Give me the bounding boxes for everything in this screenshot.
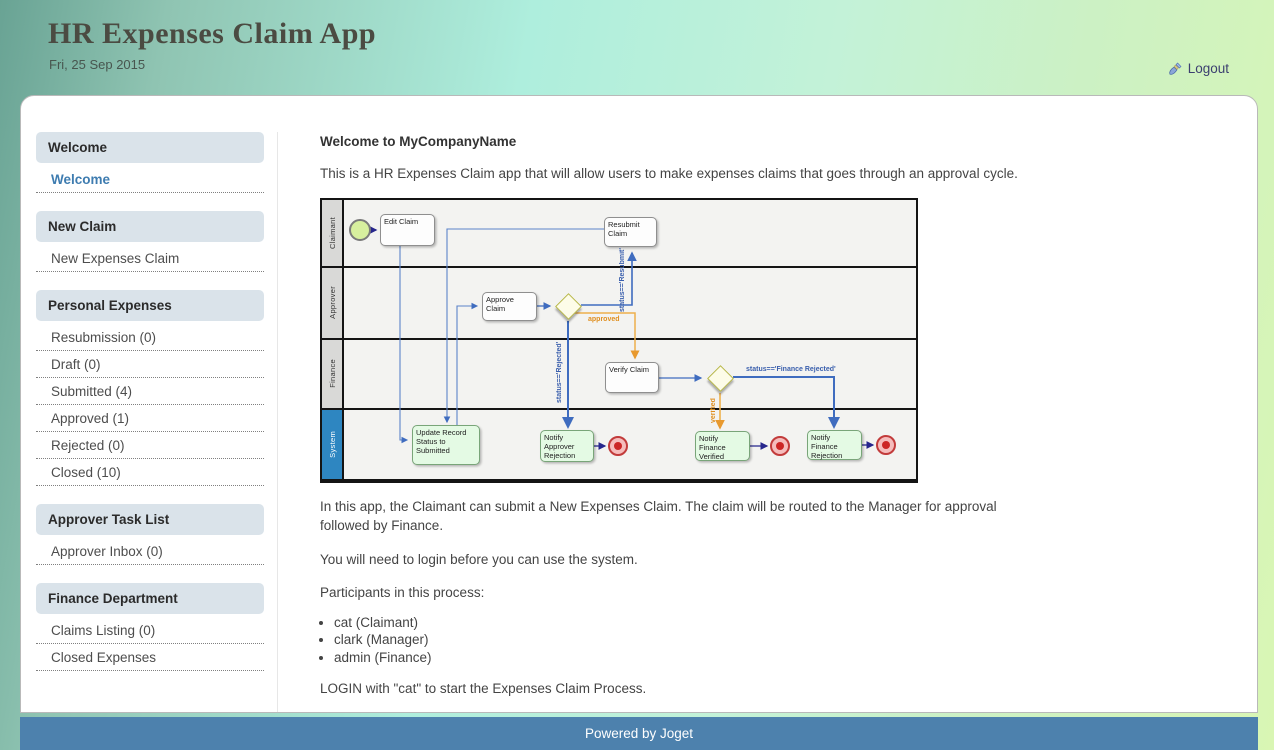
sidebar-header-welcome: Welcome — [36, 132, 264, 163]
condition-rejected: status=='Rejected' — [556, 340, 563, 403]
logout-link[interactable] — [1168, 61, 1229, 76]
task-verify-claim: Verify Claim — [605, 362, 659, 393]
content-card — [20, 95, 1258, 713]
participants-list — [334, 615, 1038, 666]
sidebar-item-submitted[interactable]: Submitted (4) — [36, 378, 264, 405]
condition-approved: approved — [588, 315, 620, 323]
sidebar-item-draft[interactable]: Draft (0) — [36, 351, 264, 378]
sidebar-item-closed-expenses[interactable]: Closed Expenses — [36, 644, 264, 671]
task-notify-approver-rejection: Notify Approver Rejection — [540, 430, 594, 462]
sidebar-item-approver-inbox[interactable]: Approver Inbox (0) — [36, 538, 264, 565]
sidebar-item-closed[interactable]: Closed (10) — [36, 459, 264, 486]
participant-manager: • clark (Manager) — [334, 632, 1038, 648]
condition-finance-rejected: status=='Finance Rejected' — [746, 365, 836, 373]
sidebar — [36, 132, 278, 712]
participant-finance: • admin (Finance) — [334, 650, 1038, 666]
condition-verified: verified — [710, 398, 717, 424]
sidebar-item-approved[interactable]: Approved (1) — [36, 405, 264, 432]
task-approve-claim: Approve Claim — [482, 292, 537, 321]
routing-paragraph: In this app, the Claimant can submit a New Expenses Claim. The claim will be routed to the Manager for approval followed by Finance. — [320, 498, 997, 534]
sidebar-header-new-claim: New Claim — [36, 211, 264, 242]
sidebar-section-new-claim — [36, 211, 264, 272]
lane-label-finance: Finance — [322, 340, 344, 408]
sidebar-section-finance-department — [36, 583, 264, 671]
sidebar-section-personal-expenses — [36, 290, 264, 486]
sidebar-item-claims-listing[interactable]: Claims Listing (0) — [36, 617, 264, 644]
end-event-finance-rejection — [876, 435, 896, 455]
task-notify-finance-rejection: Notify Finance Rejection — [807, 430, 862, 460]
footer-bar — [20, 717, 1258, 750]
logout-label: Logout — [1187, 61, 1229, 76]
sidebar-header-finance-department: Finance Department — [36, 583, 264, 614]
sidebar-section-welcome — [36, 132, 264, 193]
participants-heading: Participants in this process: — [320, 585, 485, 601]
task-update-record-status: Update Record Status to Submitted — [412, 425, 480, 465]
condition-resubmit: status=='Resubmit' — [619, 247, 626, 312]
task-resubmit-claim: Resubmit Claim — [604, 217, 657, 247]
sidebar-item-resubmission[interactable]: Resubmission (0) — [36, 324, 264, 351]
lane-label-system: System — [322, 410, 344, 479]
sidebar-header-approver-task-list: Approver Task List — [36, 504, 264, 535]
lane-label-approver: Approver — [322, 268, 344, 338]
pen-logout-icon — [1168, 61, 1183, 76]
lane-label-claimant: Claimant — [322, 200, 344, 266]
end-event-finance-verified — [770, 436, 790, 456]
task-edit-claim: Edit Claim — [380, 214, 435, 246]
sidebar-item-new-expenses-claim[interactable]: New Expenses Claim — [36, 245, 264, 272]
intro-paragraph: This is a HR Expenses Claim app that will allow users to make expenses claims that goes through an approval cycle. — [320, 166, 1018, 181]
login-paragraph: You will need to login before you can use the system. — [320, 551, 638, 567]
start-paragraph: LOGIN with "cat" to start the Expenses Claim Process. — [320, 681, 647, 697]
participant-claimant: • cat (Claimant) — [334, 615, 1038, 631]
sidebar-section-approver-task-list — [36, 504, 264, 565]
sidebar-item-welcome[interactable]: Welcome — [36, 166, 264, 193]
header-date: Fri, 25 Sep 2015 — [49, 57, 146, 72]
process-diagram — [320, 198, 918, 483]
start-event — [349, 219, 371, 241]
page-title: HR Expenses Claim App — [48, 17, 377, 50]
main-content — [278, 132, 1038, 712]
end-event-approver-rejection — [608, 436, 628, 456]
footer-text: Powered by Joget — [584, 726, 694, 741]
welcome-heading: Welcome to MyCompanyName — [320, 134, 517, 149]
sidebar-header-personal-expenses: Personal Expenses — [36, 290, 264, 321]
task-notify-finance-verified: Notify Finance Verified — [695, 431, 750, 461]
sidebar-item-rejected[interactable]: Rejected (0) — [36, 432, 264, 459]
page-header — [0, 0, 1274, 95]
